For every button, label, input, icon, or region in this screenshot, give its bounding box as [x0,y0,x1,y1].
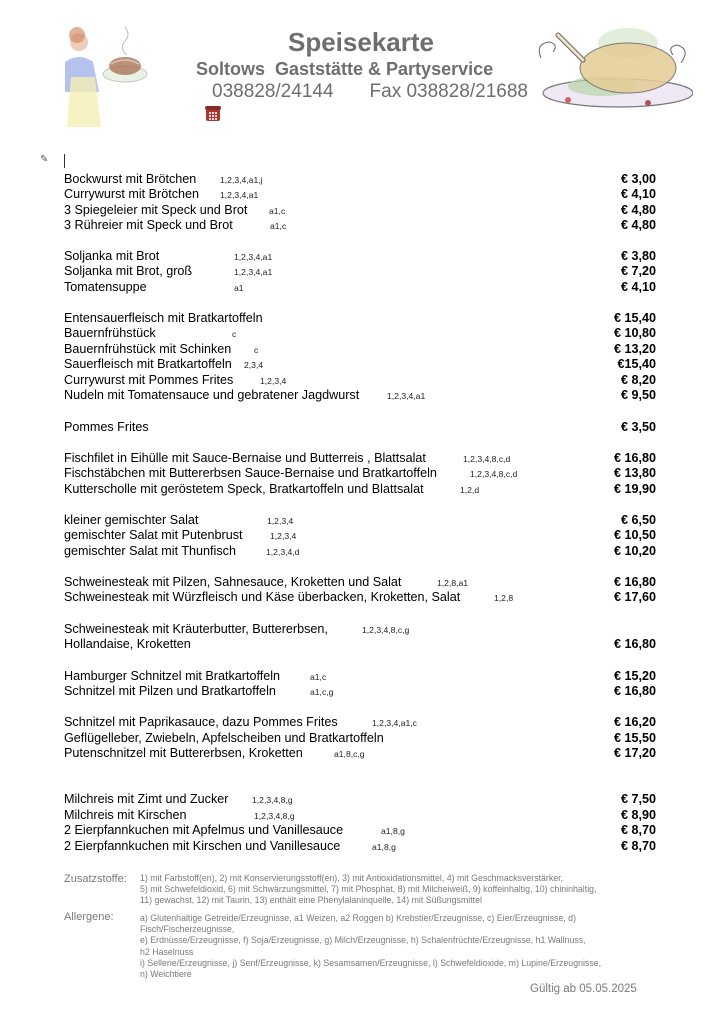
menu-item [64,839,656,854]
valid-from: Gültig ab 05.05.2025 [530,983,637,995]
menu-item-price: €15,40 [617,357,656,371]
menu-item [64,513,656,528]
menu-item [64,622,656,637]
additives-label: Zusatzstoffe: [64,873,127,885]
menu-item-price: € 8,70 [620,823,656,837]
allergen-codes: a1,8,c,g [334,749,365,759]
menu-item-name: Currywurst mit Brötchen [64,187,200,201]
allergen-codes: 1,2,3,4,8,g [252,795,293,805]
menu-item [64,684,656,699]
menu-item-price: € 15,20 [613,669,656,683]
menu-item-price: € 6,50 [620,513,656,527]
menu-item [64,823,656,838]
allergen-codes: 1,2,3,4,a1 [387,391,426,401]
menu-item-price: € 17,20 [613,746,656,760]
menu-item-name: gemischter Salat mit Putenbrust [64,528,243,542]
menu-item [64,326,656,341]
menu-item-price: € 8,90 [620,808,656,822]
menu-item-price: € 4,10 [620,280,656,294]
menu-item [64,203,656,218]
allergen-codes: a1,c [269,206,286,216]
menu-item-name: Bauernfrühstück [64,326,156,340]
allergen-codes: 1,2,8,a1 [437,578,469,588]
menu-item [64,466,656,481]
allergens-line: h2 Haselnuss [140,946,194,957]
menu-item-name: Putenschnitzel mit Buttererbsen, Kroketten [64,746,303,760]
menu-item [64,342,656,357]
menu-item-name: Soljanka mit Brot, groß [64,264,193,278]
allergen-codes: 1,2,3,4,a1 [234,252,273,262]
allergen-codes: 2,3,4 [244,360,264,370]
contact-line [184,81,528,103]
pen-cursor-icon: ✎ [40,154,49,165]
telephone-icon [184,84,200,100]
menu-item-price: € 13,20 [613,342,656,356]
menu-item [64,218,656,233]
allergen-codes: a1 [234,283,244,293]
allergen-codes: c [232,329,237,339]
fax-number: Fax 038828/21688 [369,81,528,102]
menu-item-name: Sauerfleisch mit Bratkartoffeln [64,357,232,371]
menu-item-name: Hamburger Schnitzel mit Bratkartoffeln [64,669,281,683]
menu-item [64,637,656,652]
menu-item-name: Bockwurst mit Brötchen [64,172,197,186]
menu-item-price: € 16,80 [613,575,656,589]
menu-item-name: Soljanka mit Brot [64,249,160,263]
menu-item-name: Fischfilet in Eihülle mit Sauce-Bernaise und Butterreis , Blattsalat [64,451,426,465]
allergen-codes: 1,2,3,4,a1 [234,267,273,277]
menu-item [64,808,656,823]
text-caret [64,154,65,168]
menu-item-price: € 4,80 [620,218,656,232]
menu-item-price: € 15,50 [613,731,656,745]
allergen-codes: a1,8,g [372,842,396,852]
menu-item [64,280,656,295]
menu-item-name: Milchreis mit Kirschen [64,808,187,822]
menu-item-price: € 3,00 [620,172,656,186]
allergen-codes: 1,2,3,4,a1 [220,190,259,200]
menu-item-name: 2 Eierpfannkuchen mit Kirschen und Vanillesauce [64,839,341,853]
menu-item-price: € 15,40 [613,311,656,325]
menu-item [64,187,656,202]
allergens-text [140,913,660,980]
menu-item [64,249,656,264]
menu-item-price: € 4,10 [620,187,656,201]
menu-item-name: Entensauerfleisch mit Bratkartoffeln [64,311,263,325]
menu-item-price: € 16,20 [613,715,656,729]
additives-line: 1) mit Farbstoff(en), 2) mit Konservierungsstoff(en), 3) mit Antioxidationsmittel, 4) mit Geschmacksverstärker, [140,873,564,883]
allergen-codes: 1,2,3,4,d [266,547,300,557]
menu-item-name: 3 Rühreier mit Speck und Brot [64,218,233,232]
phone-number[interactable]: 038828/24144 [212,81,334,102]
menu-item-name: Hollandaise, Kroketten [64,637,191,651]
allergen-codes: a1,c [270,221,287,231]
menu-item-name: Pommes Frites [64,420,149,434]
menu-item [64,264,656,279]
menu-item [64,731,656,746]
menu-item [64,746,656,761]
menu-item [64,528,656,543]
menu-item-name: Schweinesteak mit Kräuterbutter, Buttererbsen, [64,622,328,636]
menu-item-price: € 9,50 [620,388,656,402]
menu-item-price: € 3,80 [620,249,656,263]
menu-item-price: € 17,60 [613,590,656,604]
menu-item-price: € 8,20 [620,373,656,387]
menu-item-price: € 16,80 [613,684,656,698]
menu-item-name: Schnitzel mit Pilzen und Bratkartoffeln [64,684,276,698]
allergen-codes: 1,2,3,4,8,g [254,811,295,821]
menu-item-name: Geflügelleber, Zwiebeln, Apfelscheiben und Bratkartoffeln [64,731,384,745]
allergens-line: a) Glutenhaltige Getreide/Erzeugnisse, a1 Weizen, a2 Roggen b) Krebstier/Erzeugnisse, c) Eier/Erzeugnisse, d) [140,913,576,923]
allergen-codes: 1,2,3,4,8,c,g [362,625,410,635]
menu-item-name: Schweinesteak mit Würzfleisch und Käse überbacken, Kroketten, Salat [64,590,461,604]
menu-item-price: € 10,20 [613,544,656,558]
menu-item-name: Nudeln mit Tomatensauce und gebratener Jagdwurst [64,388,360,402]
menu-item [64,311,656,326]
menu-item-name: Milchreis mit Zimt und Zucker [64,792,229,806]
menu-item-price: € 16,80 [613,637,656,651]
allergen-codes: 1,2,d [460,485,480,495]
allergen-codes: 1,2,3,4,a1,j [220,175,263,185]
menu-item-name: Tomatensuppe [64,280,147,294]
allergen-codes: a1,c,g [310,687,334,697]
menu-item-name: Schweinesteak mit Pilzen, Sahnesauce, Kroketten und Salat [64,575,402,589]
menu-item [64,420,656,435]
menu-item [64,792,656,807]
allergen-codes: 1,2,3,4,8,c,d [470,469,518,479]
menu-item-price: € 19,90 [613,482,656,496]
menu-item-price: € 7,50 [620,792,656,806]
additives-line: 5) mit Schwefeldioxid, 6) mit Schwärzungsmittel, 7) mit Phosphat, 8) mit Milcheiweiß, 9) koffeinhaltig, 10) chininhaltig, [140,884,597,894]
menu-item-price: € 3,50 [620,420,656,434]
menu-item-price: € 16,80 [613,451,656,465]
menu-item-name: 3 Spiegeleier mit Speck und Brot [64,203,248,217]
menu-item [64,482,656,497]
menu-item [64,669,656,684]
menu-item [64,590,656,605]
allergen-codes: 1,2,3,4 [260,376,287,386]
allergen-codes: c [254,345,259,355]
menu-item-name: gemischter Salat mit Thunfisch [64,544,236,558]
additives-line: 11) gewachst, 12) mit Taurin, 13) enthält eine Phenylalaninquelle, 14) mit Süßungsmittel [140,895,482,905]
menu-item-price: € 7,20 [620,264,656,278]
allergen-codes: 1,2,3,4,8,c,d [463,454,511,464]
menu-item-name: Kutterscholle mit geröstetem Speck, Bratkartoffeln und Blattsalat [64,482,424,496]
menu-item [64,388,656,403]
menu-item [64,172,656,187]
allergens-line: i) Sellerie/Erzeugnisse, j) Senf/Erzeugnisse, k) Sesamsamen/Erzeugnisse, l) Schwefeldioxide, m) Lupine/Erzeugnisse, [140,957,602,968]
menu-item-name: Schnitzel mit Paprikasauce, dazu Pommes Frites [64,715,338,729]
menu-item [64,373,656,388]
business-name: Soltows Gaststätte & Partyservice [196,59,494,79]
menu-item-price: € 10,50 [613,528,656,542]
menu-item-name: Fischstäbchen mit Buttererbsen Sauce-Bernaise und Bratkartoffeln [64,466,437,480]
allergen-codes: 1,2,3,4,a1,c [372,718,417,728]
menu-item [64,544,656,559]
menu-item [64,575,656,590]
allergens-line: e) Erdnüsse/Erzeugnisse, f) Soja/Erzeugnisse, g) Milch/Erzeugnisse, h) Schalenfrüchte/Erzeugnisse, h1 Wallnuss, [140,935,586,946]
menu-item-name: Bauernfrühstück mit Schinken [64,342,232,356]
menu-item [64,451,656,466]
menu-item-price: € 13,80 [613,466,656,480]
menu-item-price: € 10,80 [613,326,656,340]
allergen-codes: 1,2,8 [494,593,514,603]
allergen-codes: a1,8,g [381,826,405,836]
menu-item-price: € 8,70 [620,839,656,853]
allergens-line: n) Weichtiere [140,969,192,980]
allergen-codes: 1,2,3,4 [270,531,297,541]
menu-item-name: kleiner gemischter Salat [64,513,199,527]
allergen-codes: 1,2,3,4 [267,516,294,526]
menu-item [64,715,656,730]
allergen-codes: a1,c [310,672,327,682]
menu-item-price: € 4,80 [620,203,656,217]
menu-item [64,357,656,372]
menu-item-name: Currywurst mit Pommes Frites [64,373,234,387]
additives-text [140,873,660,906]
allergens-line: Fisch/Fischerzeugnisse, [140,924,235,935]
page-title: Speisekarte [288,27,434,57]
menu-item-name: 2 Eierpfannkuchen mit Apfelmus und Vanillesauce [64,823,344,837]
allergens-label: Allergene: [64,911,114,923]
